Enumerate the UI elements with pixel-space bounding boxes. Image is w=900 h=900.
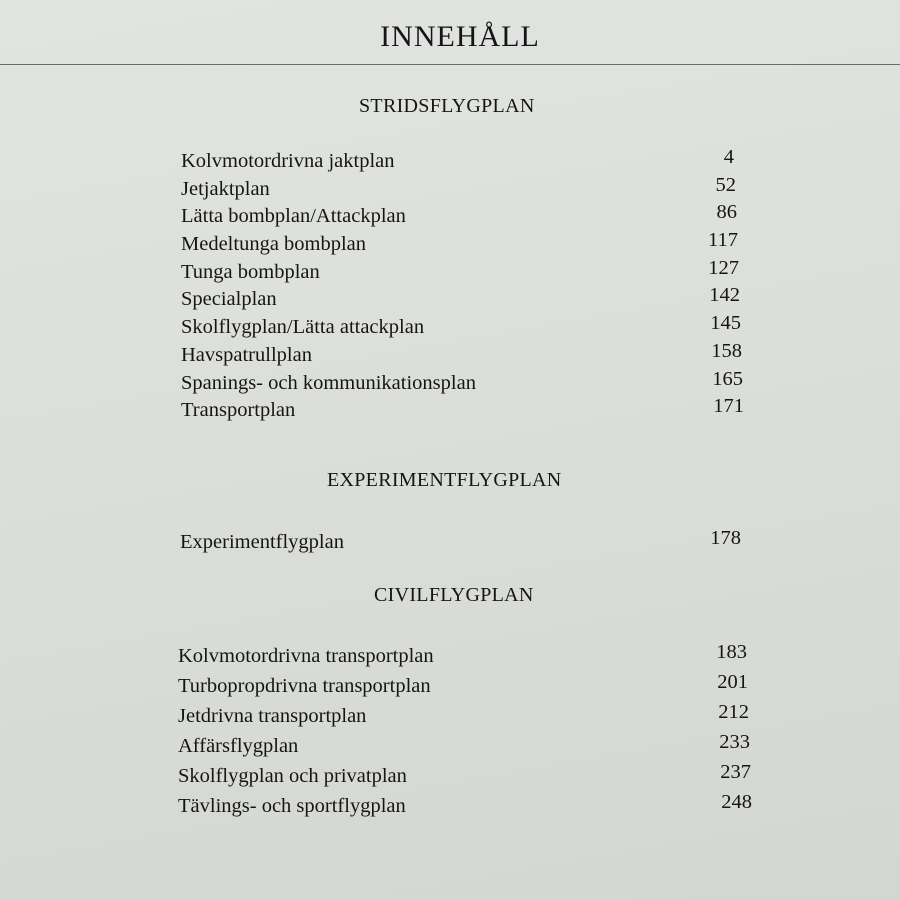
toc-entry — [181, 367, 743, 400]
toc-entry — [181, 339, 742, 372]
toc-entry-page: 237 — [720, 761, 751, 783]
toc-entry — [181, 201, 741, 233]
toc-entry-title: Tävlings- och sportflygplan — [178, 795, 406, 817]
toc-entry-title: Havspatrullplan — [181, 343, 312, 366]
toc-entry-page: 86 — [716, 201, 737, 224]
toc-entry-title: Skolflygplan och privatplan — [178, 765, 407, 787]
toc-entry-title: Jetdrivna transportplan — [178, 705, 367, 727]
toc-entry — [181, 256, 741, 289]
toc-entry-title: Specialplan — [181, 288, 277, 311]
toc-entry — [181, 312, 741, 344]
toc-entry — [178, 761, 768, 795]
toc-entry — [181, 229, 741, 261]
toc-entry-page: 178 — [710, 527, 741, 549]
toc-entry-page: 145 — [710, 312, 741, 335]
toc-entry — [181, 146, 741, 178]
toc-list-civilflygplan — [178, 641, 768, 825]
toc-entry-title: Kolvmotordrivna jaktplan — [181, 150, 395, 172]
toc-list-stridsflygplan — [181, 146, 744, 427]
toc-entry-title: Jetjaktplan — [181, 177, 270, 200]
toc-entry — [181, 284, 741, 316]
toc-list-experimentflygplan — [180, 527, 760, 559]
toc-entry-title: Kolvmotordrivna transportplan — [178, 645, 434, 667]
toc-entry-page: 233 — [719, 731, 750, 753]
toc-entry-page: 201 — [717, 671, 748, 693]
page-title: INNEHÅLL — [380, 20, 540, 53]
section-heading-stridsflygplan: STRIDSFLYGPLAN — [359, 95, 535, 117]
toc-entry-page: 171 — [713, 395, 744, 418]
toc-entry — [178, 701, 768, 735]
toc-entry-page: 158 — [711, 339, 742, 362]
toc-entry-title: Tunga bombplan — [181, 260, 320, 283]
toc-entry — [181, 173, 741, 206]
section-heading-civilflygplan: CIVILFLYGPLAN — [374, 584, 534, 606]
toc-entry-page: 248 — [721, 791, 752, 813]
toc-entry-page: 52 — [715, 173, 736, 196]
section-heading-experimentflygplan: EXPERIMENTFLYGPLAN — [327, 469, 562, 491]
toc-entry — [178, 641, 768, 675]
toc-entry-title: Spanings- och kommunikationsplan — [181, 371, 476, 394]
toc-entry-page: 142 — [709, 284, 740, 307]
toc-entry — [178, 671, 768, 705]
toc-entry-title: Lätta bombplan/Attackplan — [181, 205, 406, 228]
toc-entry-title: Turbopropdrivna transportplan — [178, 675, 431, 697]
toc-entry — [181, 395, 744, 427]
toc-entry — [180, 527, 760, 559]
toc-entry-title: Skolflygplan/Lätta attackplan — [181, 316, 425, 339]
toc-entry-page: 127 — [708, 256, 739, 279]
toc-entry-page: 117 — [708, 229, 738, 252]
toc-entry-title: Experimentflygplan — [180, 531, 344, 553]
toc-entry-title: Affärsflygplan — [178, 735, 299, 757]
toc-entry — [178, 731, 768, 765]
toc-entry-title: Medeltunga bombplan — [181, 233, 367, 256]
toc-entry-page: 183 — [716, 641, 747, 663]
toc-entry — [178, 791, 768, 825]
toc-entry-page: 165 — [712, 367, 743, 390]
toc-entry-page: 4 — [723, 146, 734, 168]
title-divider — [0, 64, 900, 65]
toc-entry-title: Transportplan — [181, 399, 296, 422]
toc-entry-page: 212 — [718, 701, 749, 723]
